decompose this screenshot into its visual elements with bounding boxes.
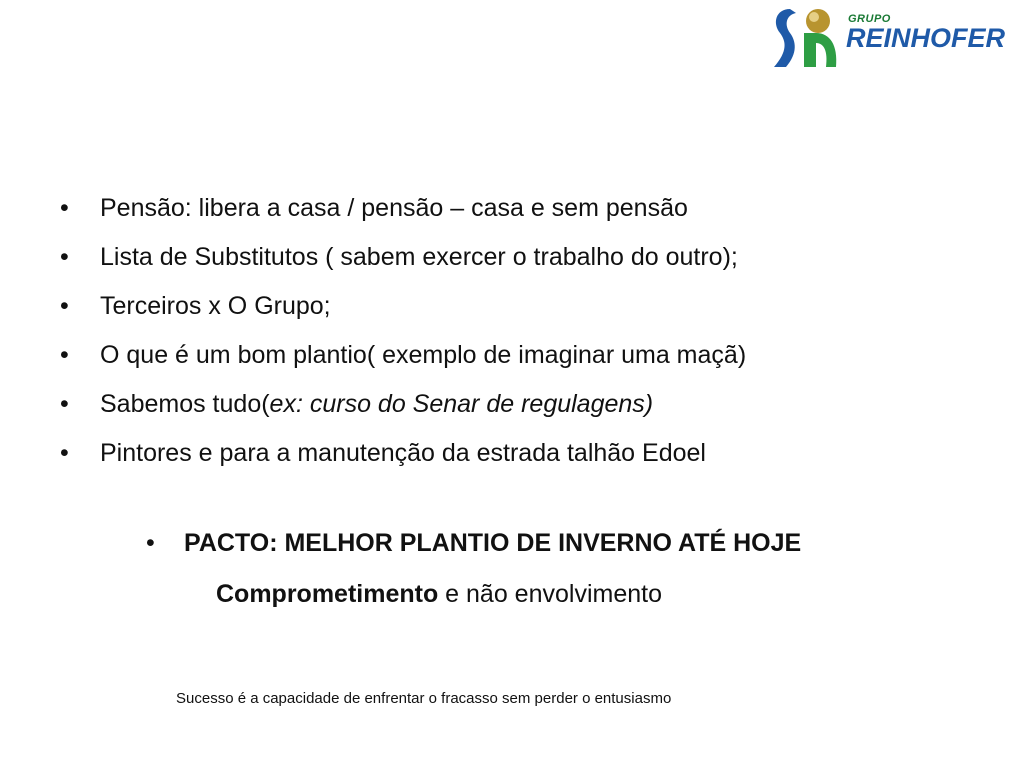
bullet-dot: • <box>146 529 155 557</box>
grupo-reinhofer-logo <box>768 3 1014 73</box>
bullet-dot: • <box>60 243 69 271</box>
bullet-text: Pensão: libera a casa / pensão – casa e sem pensão <box>100 194 688 222</box>
reinhofer-emblem-icon <box>768 3 848 73</box>
bullet-dot: • <box>60 390 69 418</box>
bullet-item <box>58 282 746 331</box>
bullet-text: Lista de Substitutos ( sabem exercer o trabalho do outro); <box>100 243 738 271</box>
bullet-dot: • <box>60 341 69 369</box>
commitment-line <box>216 580 662 609</box>
bullet-item <box>58 429 746 478</box>
bullet-text: Sabemos tudo( <box>100 390 270 418</box>
commitment-rest: e não envolvimento <box>438 580 662 608</box>
logo-brand-name: REINHOFER <box>846 23 1006 53</box>
logo-group-label: GRUPO <box>848 13 891 25</box>
pact-statement <box>146 529 801 558</box>
bullet-dot: • <box>60 194 69 222</box>
bullet-dot: • <box>60 292 69 320</box>
closing-quote: Sucesso é a capacidade de enfrentar o fracasso sem perder o entusiasmo <box>176 690 672 707</box>
bullet-text: O que é um bom plantio( exemplo de imaginar uma maçã) <box>100 341 747 369</box>
bullet-text: Pintores e para a manutenção da estrada talhão Edoel <box>100 439 706 467</box>
bullet-list <box>58 184 746 478</box>
bullet-item <box>58 233 746 282</box>
bullet-text: Terceiros x O Grupo; <box>100 292 331 320</box>
bullet-italic-text: ex: curso do Senar de regulagens) <box>269 390 654 418</box>
bullet-item <box>58 331 746 380</box>
pact-text: PACTO: MELHOR PLANTIO DE INVERNO ATÉ HOJE <box>184 529 802 557</box>
commitment-bold: Comprometimento <box>216 580 439 608</box>
bullet-item <box>58 184 746 233</box>
bullet-dot: • <box>60 439 69 467</box>
bullet-item <box>58 380 746 429</box>
